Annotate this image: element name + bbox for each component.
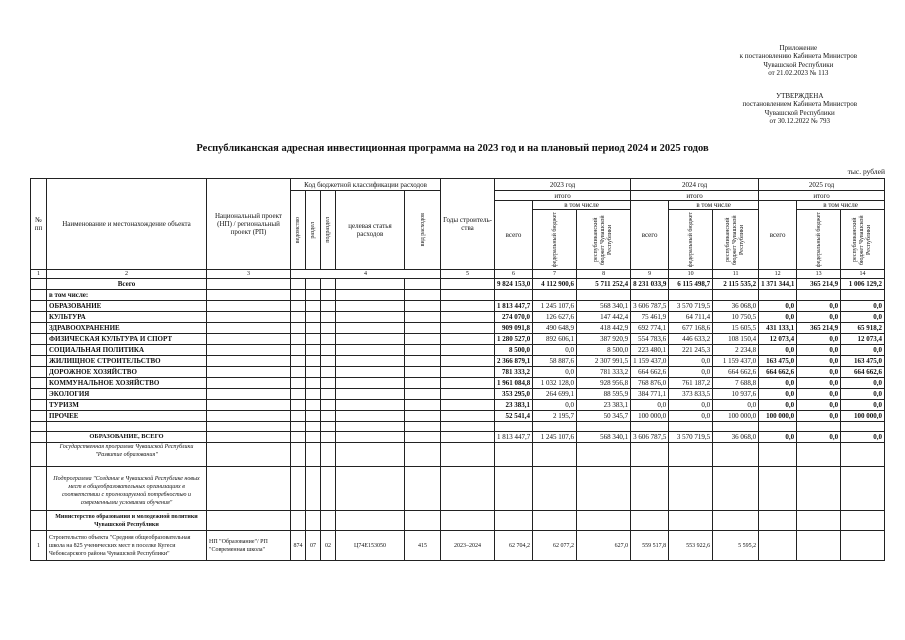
subprogram-row [31, 467, 885, 511]
category-value: 65 918,2 [841, 323, 885, 334]
category-value: 147 442,4 [577, 312, 631, 323]
category-value: 221 245,3 [669, 345, 713, 356]
category-value: 664 662,6 [713, 367, 759, 378]
category-value: 0,0 [533, 400, 577, 411]
category-value: 781 333,2 [577, 367, 631, 378]
category-row [31, 411, 885, 422]
object-ministry-code: 874 [291, 531, 306, 561]
object-row: 1 Строительство объекта "Средняя общеобразовательная школа на 825 ученических мест в поселке Кугеси Чебоксарского района Чувашской Республики" НП "Образование"/ РП "Современная школа" 874 07 02 Ц74Е153050 415 2023–2024 62 704,2 62 077,2 627,0 559 517,8 553 922,6 5 595,2 [31, 531, 885, 561]
header-target: целевая статья расходов [336, 191, 405, 270]
category-value: 0,0 [759, 400, 797, 411]
category-value: 664 662,6 [631, 367, 669, 378]
category-value: 431 133,1 [759, 323, 797, 334]
object-project: НП "Образование"/ РП "Современная школа" [207, 531, 291, 561]
category-value: 387 920,9 [577, 334, 631, 345]
header-project: Национальный проект (НП) / региональный проект (РП) [207, 179, 291, 270]
approval-line: УТВЕРЖДЕНА [776, 92, 824, 100]
approval-stamp-approved [743, 92, 857, 126]
object-target-code: Ц74Е153050 [336, 531, 405, 561]
category-value: 100 000,0 [631, 411, 669, 422]
subprogram-label: Подпрограмма "Создание в Чувашской Республике новых мест в общеобразовательных организациях в соответствии с прогнозируемой потребностью и современными условиями обучения" [47, 467, 207, 511]
category-value: 0,0 [669, 400, 713, 411]
total-row: Всего 9 824 153,0 4 112 900,6 5 711 252,4 8 231 033,9 6 115 498,7 2 115 535,2 1 371 344,1 365 214,9 1 006 129,2 [31, 279, 885, 290]
category-value: 490 648,9 [533, 323, 577, 334]
category-value: 0,0 [533, 345, 577, 356]
category-value: 0,0 [797, 389, 841, 400]
category-value: 23 383,1 [577, 400, 631, 411]
total-label: Всего [47, 279, 207, 290]
header-2024: 2024 год [631, 179, 759, 191]
header-num: № пп [31, 179, 47, 270]
category-name: ПРОЧЕЕ [47, 411, 207, 422]
category-value: 3 570 719,5 [669, 301, 713, 312]
header-federal-2025: федеральный бюджет [797, 210, 841, 270]
category-value: 0,0 [797, 334, 841, 345]
header-budget-code: Код бюджетной классификации расходов [291, 179, 441, 191]
category-value: 0,0 [841, 400, 885, 411]
category-value: 664 662,6 [759, 367, 797, 378]
category-value: 100 000,0 [713, 411, 759, 422]
category-value: 365 214,9 [797, 323, 841, 334]
header-2025: 2025 год [759, 179, 885, 191]
category-value: 928 956,8 [577, 378, 631, 389]
approval-line: Чувашской Республики [764, 108, 835, 117]
header-republic-2025: республиканский бюджет Чувашской Республики [841, 210, 885, 270]
category-row [31, 400, 885, 411]
education-total-row: ОБРАЗОВАНИЕ, ВСЕГО 1 813 447,7 1 245 107,6 568 340,1 3 606 787,5 3 570 719,5 36 068,0 0,0 0,0 0,0 [31, 432, 885, 443]
header-ministry: ведомство [291, 191, 306, 270]
category-value: 0,0 [669, 411, 713, 422]
category-value: 0,0 [841, 301, 885, 312]
investment-program-table [30, 178, 885, 561]
category-value: 1 280 527,0 [495, 334, 533, 345]
units-note: тыс. рублей [847, 167, 885, 176]
header-all-2023: всего [495, 201, 533, 270]
header-2023: 2023 год [495, 179, 631, 191]
category-value: 0,0 [669, 356, 713, 367]
category-name: ТУРИЗМ [47, 400, 207, 411]
category-value: 274 070,0 [495, 312, 533, 323]
category-row [31, 356, 885, 367]
header-section: раздел [306, 191, 321, 270]
object-years: 2023–2024 [441, 531, 495, 561]
category-value: 36 068,0 [713, 301, 759, 312]
category-row [31, 378, 885, 389]
category-row [31, 345, 885, 356]
category-name: КОММУНАЛЬНОЕ ХОЗЯЙСТВО [47, 378, 207, 389]
category-value: 264 699,1 [533, 389, 577, 400]
category-name: КУЛЬТУРА [47, 312, 207, 323]
category-name: ОБРАЗОВАНИЕ [47, 301, 207, 312]
incl-label: в том числе: [47, 290, 207, 301]
category-value: 100 000,0 [841, 411, 885, 422]
state-program-row [31, 443, 885, 467]
category-value: 384 771,1 [631, 389, 669, 400]
category-name: ЭКОЛОГИЯ [47, 389, 207, 400]
category-value: 0,0 [841, 312, 885, 323]
category-name: ЗДРАВООХРАНЕНИЕ [47, 323, 207, 334]
category-value: 100 000,0 [759, 411, 797, 422]
category-value: 0,0 [841, 378, 885, 389]
approval-line: постановлением Кабинета Министров [742, 100, 857, 109]
category-value: 223 480,1 [631, 345, 669, 356]
approval-line: Приложение [779, 44, 818, 52]
category-name: ДОРОЖНОЕ ХОЗЯЙСТВО [47, 367, 207, 378]
category-value: 2 195,7 [533, 411, 577, 422]
category-value: 692 774,1 [631, 323, 669, 334]
category-value: 163 475,0 [759, 356, 797, 367]
header-total-2024: итого [631, 191, 759, 201]
approval-line: к постановлению Кабинета Министров [739, 52, 857, 61]
category-value: 126 627,6 [533, 312, 577, 323]
header-all-2024: всего [631, 201, 669, 270]
approval-line: Чувашской Республики [763, 60, 834, 69]
ministry-label: Министерство образования и молодежной политики Чувашской Республики [47, 511, 207, 531]
state-program-label: Государственная программа Чувашской Республики "Развитие образования" [47, 443, 207, 467]
category-value: 88 595,9 [577, 389, 631, 400]
category-value: 23 383,1 [495, 400, 533, 411]
category-value: 0,0 [759, 378, 797, 389]
object-section-code: 07 [306, 531, 321, 561]
category-value: 0,0 [841, 389, 885, 400]
category-value: 50 345,7 [577, 411, 631, 422]
category-value: 664 662,6 [841, 367, 885, 378]
header-republic-2023: республиканский бюджет Чувашской Республики [577, 210, 631, 270]
category-value: 1 961 084,8 [495, 378, 533, 389]
category-value: 568 340,1 [577, 301, 631, 312]
category-value: 12 073,4 [841, 334, 885, 345]
header-federal-2023: федеральный бюджет [533, 210, 577, 270]
category-value: 1 032 128,0 [533, 378, 577, 389]
approval-line: от 30.12.2022 № 793 [769, 117, 830, 126]
header-expense-type: вид расходов [405, 191, 441, 270]
category-row [31, 367, 885, 378]
category-value: 8 500,0 [495, 345, 533, 356]
category-value: 7 688,8 [713, 378, 759, 389]
category-value: 2 366 879,1 [495, 356, 533, 367]
object-subsection-code: 02 [321, 531, 336, 561]
category-value: 0,0 [797, 411, 841, 422]
category-value: 353 295,0 [495, 389, 533, 400]
header-republic-2024: республиканский бюджет Чувашской Республики [713, 210, 759, 270]
category-row [31, 323, 885, 334]
category-value: 0,0 [759, 312, 797, 323]
object-num: 1 [31, 531, 47, 561]
category-value: 0,0 [797, 301, 841, 312]
category-value: 0,0 [631, 400, 669, 411]
category-value: 2 234,8 [713, 345, 759, 356]
category-value: 0,0 [797, 367, 841, 378]
category-value: 108 150,4 [713, 334, 759, 345]
category-value: 761 187,2 [669, 378, 713, 389]
category-value: 781 333,2 [495, 367, 533, 378]
category-value: 0,0 [841, 345, 885, 356]
category-value: 8 500,0 [577, 345, 631, 356]
header-name: Наименование и местонахождение объекта [47, 179, 207, 270]
category-value: 64 711,4 [669, 312, 713, 323]
header-incl-2024: в том числе [669, 201, 759, 210]
category-value: 10 750,5 [713, 312, 759, 323]
approval-stamp-attachment [740, 44, 857, 78]
category-name: СОЦИАЛЬНАЯ ПОЛИТИКА [47, 345, 207, 356]
object-name: Строительство объекта "Средняя общеобразовательная школа на 825 ученических мест в поселке Кугеси Чебоксарского района Чувашской Республики" [47, 531, 207, 561]
category-value: 0,0 [669, 367, 713, 378]
category-value: 2 307 991,5 [577, 356, 631, 367]
category-value: 446 633,2 [669, 334, 713, 345]
category-value: 0,0 [797, 378, 841, 389]
category-value: 892 606,1 [533, 334, 577, 345]
category-value: 0,0 [759, 345, 797, 356]
category-value: 1 159 437,0 [631, 356, 669, 367]
category-value: 768 876,0 [631, 378, 669, 389]
category-row [31, 312, 885, 323]
header-all-2025: всего [759, 201, 797, 270]
category-value: 0,0 [533, 367, 577, 378]
category-value: 677 168,6 [669, 323, 713, 334]
spacer-row [31, 422, 885, 432]
document-title: Республиканская адресная инвестиционная программа на 2023 год и на плановый период 2024 и 2025 годов [196, 143, 709, 154]
category-name: ФИЗИЧЕСКАЯ КУЛЬТУРА И СПОРТ [47, 334, 207, 345]
category-value: 12 073,4 [759, 334, 797, 345]
category-value: 373 833,5 [669, 389, 713, 400]
category-value: 0,0 [713, 400, 759, 411]
category-row [31, 389, 885, 400]
category-value: 0,0 [797, 356, 841, 367]
column-number-row: 1 2 3 4 5 6 7 8 9 10 11 12 13 14 [31, 270, 885, 279]
category-value: 3 606 787,5 [631, 301, 669, 312]
category-value: 1 813 447,7 [495, 301, 533, 312]
category-value: 58 887,6 [533, 356, 577, 367]
category-row [31, 301, 885, 312]
category-value: 0,0 [797, 312, 841, 323]
object-expense-type: 415 [405, 531, 441, 561]
category-value: 909 091,8 [495, 323, 533, 334]
category-rows [31, 301, 885, 422]
category-value: 0,0 [797, 400, 841, 411]
header-total-2023: итого [495, 191, 631, 201]
category-value: 0,0 [759, 389, 797, 400]
header-incl-2023: в том числе [533, 201, 631, 210]
category-value: 163 475,0 [841, 356, 885, 367]
category-value: 75 461,9 [631, 312, 669, 323]
header-total-2025: итого [759, 191, 885, 201]
category-name: ЖИЛИЩНОЕ СТРОИТЕЛЬСТВО [47, 356, 207, 367]
header-subsection: подраздел [321, 191, 336, 270]
category-value: 52 541,4 [495, 411, 533, 422]
category-value: 418 442,9 [577, 323, 631, 334]
category-value: 1 159 437,0 [713, 356, 759, 367]
category-row [31, 334, 885, 345]
category-value: 1 245 107,6 [533, 301, 577, 312]
header-years: Годы строитель-ства [441, 179, 495, 270]
category-value: 0,0 [797, 345, 841, 356]
education-total-label: ОБРАЗОВАНИЕ, ВСЕГО [47, 432, 207, 443]
category-value: 15 605,5 [713, 323, 759, 334]
category-value: 10 937,6 [713, 389, 759, 400]
approval-line: от 21.02.2023 № 113 [768, 69, 829, 78]
header-federal-2024: федеральный бюджет [669, 210, 713, 270]
header-incl-2025: в том числе [797, 201, 885, 210]
ministry-row [31, 511, 885, 531]
incl-row [31, 290, 885, 301]
category-value: 0,0 [759, 301, 797, 312]
category-value: 554 783,6 [631, 334, 669, 345]
